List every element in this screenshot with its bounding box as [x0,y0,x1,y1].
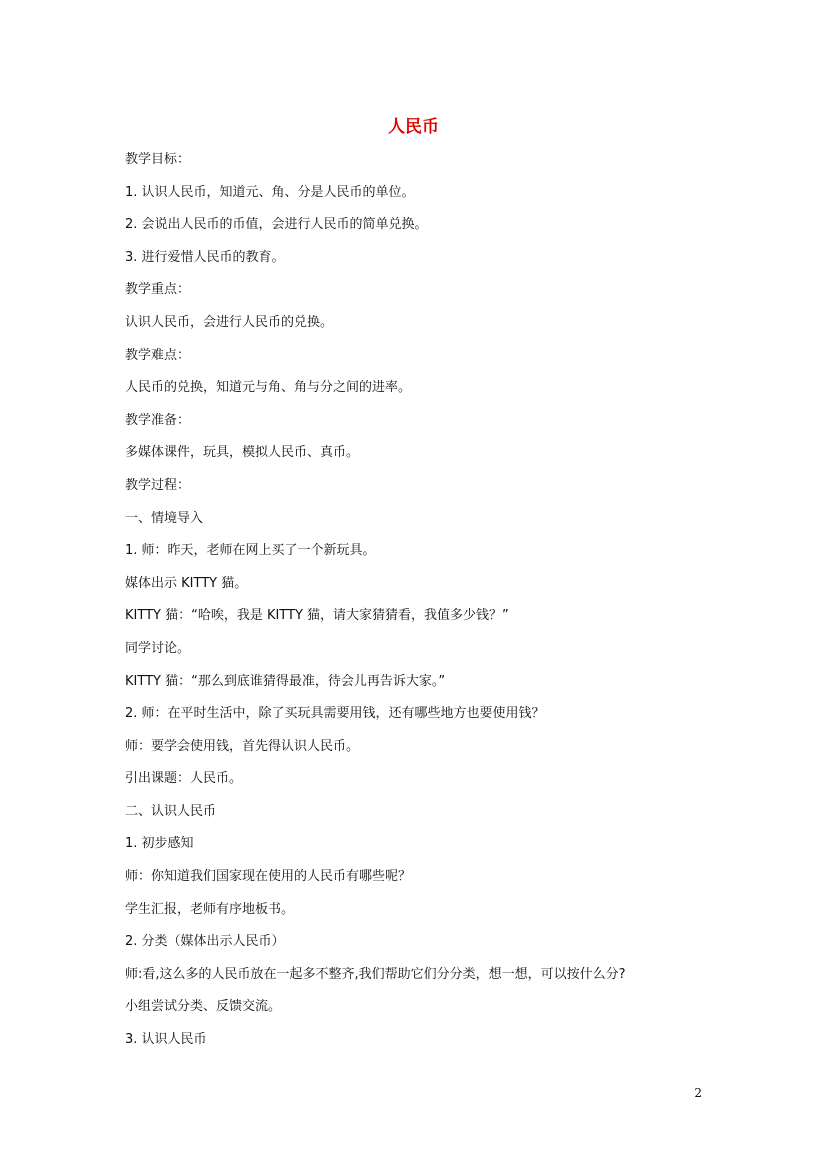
text-line: 多媒体课件，玩具，模拟人民币、真币。 [125,445,360,461]
text-line: 3. 认识人民币 [125,1032,207,1048]
text-line: 小组尝试分类、反馈交流。 [125,999,282,1015]
page-number: 2 [694,1086,702,1100]
text-line: 师：要学会使用钱，首先得认识人民币。 [125,738,360,754]
text-line: 人民币的兑换，知道元与角、角与分之间的进率。 [125,380,412,396]
text-line: 学生汇报，老师有序地板书。 [125,901,295,917]
text-line: 引出课题：人民币。 [125,771,243,787]
text-line: 一、情境导入 [125,510,204,526]
text-line: 1. 认识人民币，知道元、角、分是人民币的单位。 [125,184,415,200]
text-line: 师：你知道我们国家现在使用的人民币有哪些呢？ [125,869,412,885]
text-line: 媒体出示 KITTY 猫。 [125,575,248,591]
text-line: 2. 分类（媒体出示人民币） [125,934,285,950]
text-line: 师:看,这么多的人民币放在一起多不整齐,我们帮助它们分分类，想一想，可以按什么分? [125,966,626,982]
text-line: 教学难点： [125,347,191,363]
document-title: 人民币 [388,117,439,137]
text-line: 1. 师：昨天，老师在网上买了一个新玩具。 [125,543,376,559]
text-line: 2. 师：在平时生活中，除了买玩具需要用钱，还有哪些地方也要使用钱？ [125,706,545,722]
text-line: 二、认识人民币 [125,803,217,819]
text-line: KITTY 猫：“哈唉，我是 KITTY 猫，请大家猜猜看，我值多少钱？” [125,608,509,624]
text-line: 教学过程： [125,477,191,493]
text-line: 同学讨论。 [125,640,191,656]
text-line: 2. 会说出人民币的币值，会进行人民币的简单兑换。 [125,217,428,233]
text-line: 教学重点： [125,282,191,298]
text-line: 认识人民币，会进行人民币的兑换。 [125,314,334,330]
text-line: KITTY 猫：“那么到底谁猜得最准，待会儿再告诉大家。” [125,673,446,689]
text-line: 1. 初步感知 [125,836,194,852]
text-line: 3. 进行爱惜人民币的教育。 [125,249,285,265]
document-body [125,151,725,1064]
text-line: 教学目标： [125,152,191,167]
text-line: 教学准备： [125,412,191,428]
